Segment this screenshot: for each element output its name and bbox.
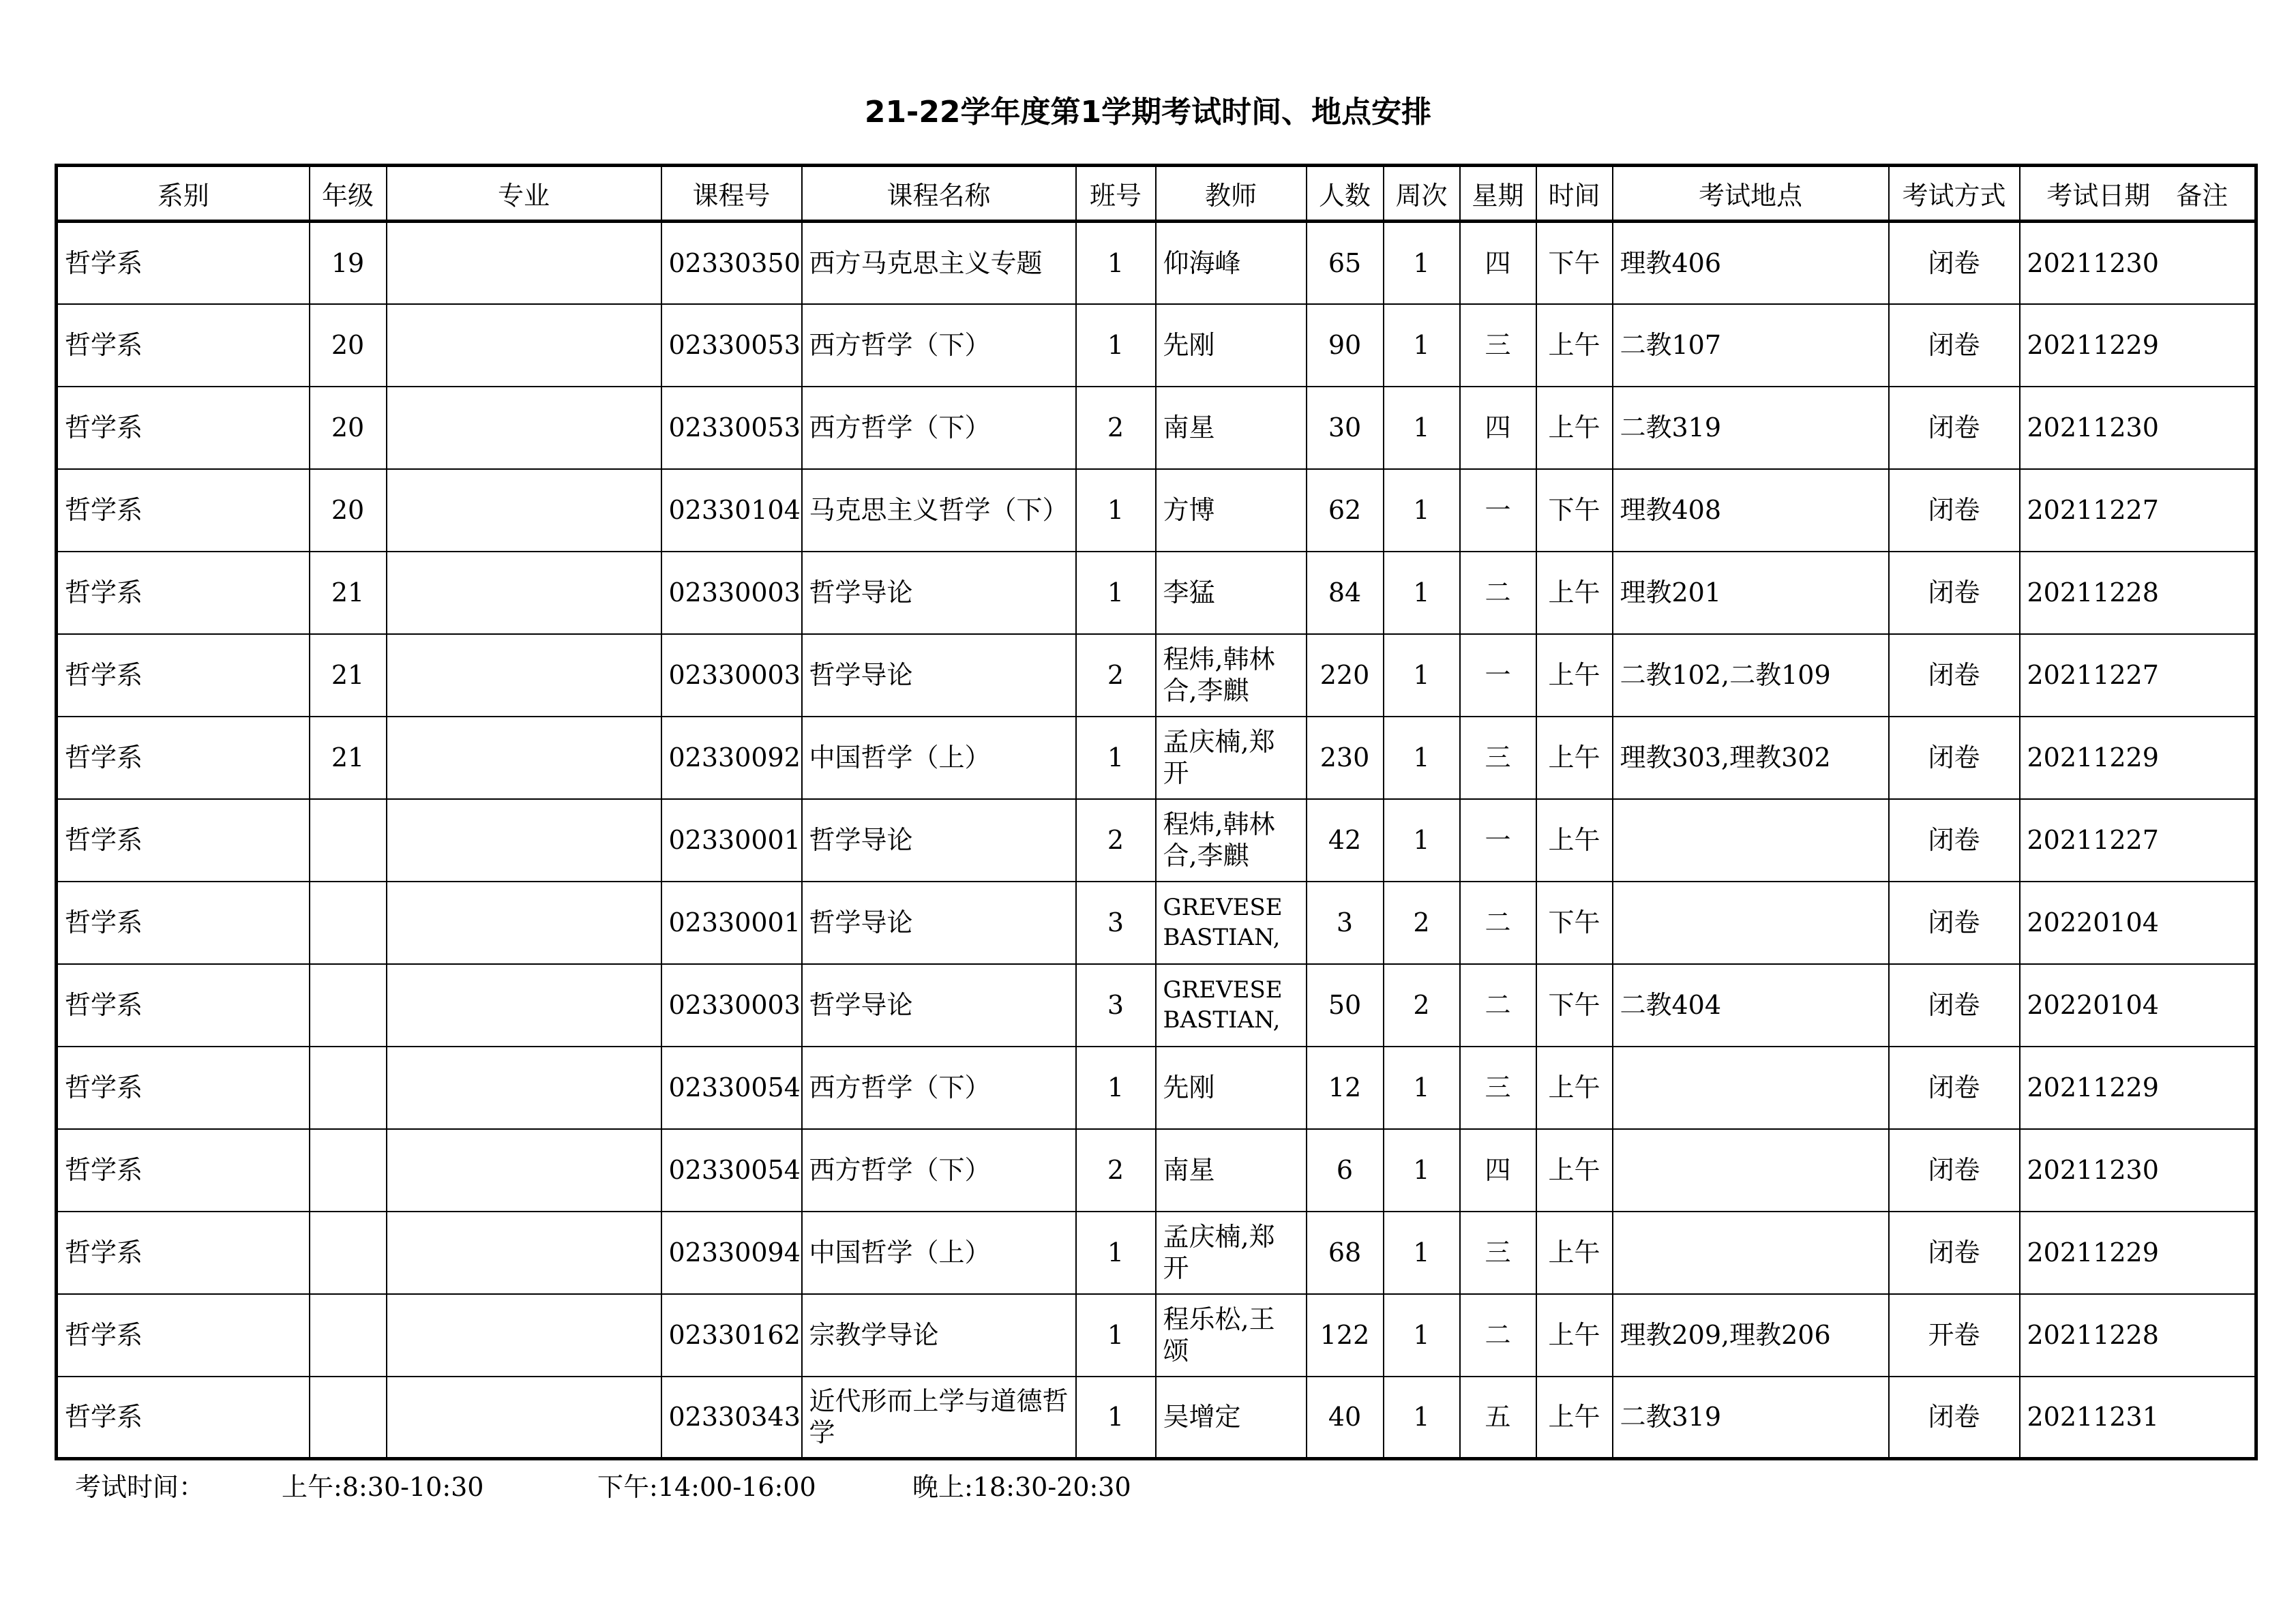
cell-major	[387, 717, 661, 799]
cell-exam-date-remarks: 20211227	[2020, 469, 2256, 552]
cell-headcount: 220	[1307, 634, 1384, 717]
cell-exam-date-remarks: 20211231	[2020, 1377, 2256, 1459]
cell-exam-location	[1613, 1047, 1889, 1129]
cell-headcount: 230	[1307, 717, 1384, 799]
cell-class-no: 2	[1076, 387, 1156, 469]
cell-grade: 20	[310, 387, 387, 469]
cell-course-name: 西方哲学（下）	[802, 1129, 1076, 1212]
cell-course-id: 02330053	[661, 387, 802, 469]
cell-week: 1	[1384, 552, 1460, 634]
cell-class-no: 3	[1076, 882, 1156, 964]
cell-headcount: 30	[1307, 387, 1384, 469]
cell-course-name: 西方马克思主义专题	[802, 222, 1076, 304]
cell-weekday: 四	[1460, 222, 1536, 304]
cell-class-no: 1	[1076, 304, 1156, 387]
cell-class-no: 1	[1076, 1047, 1156, 1129]
table-row	[57, 304, 2256, 387]
cell-exam-type: 闭卷	[1889, 799, 2020, 882]
cell-headcount: 42	[1307, 799, 1384, 882]
cell-headcount: 3	[1307, 882, 1384, 964]
cell-grade	[310, 964, 387, 1047]
cell-session: 上午	[1536, 304, 1613, 387]
cell-exam-location: 二教319	[1613, 1377, 1889, 1459]
cell-class-no: 2	[1076, 634, 1156, 717]
cell-week: 1	[1384, 1377, 1460, 1459]
cell-course-name: 哲学导论	[802, 634, 1076, 717]
cell-exam-date-remarks: 20211229	[2020, 1047, 2256, 1129]
cell-course-id: 02330053	[661, 304, 802, 387]
cell-exam-location: 理教201	[1613, 552, 1889, 634]
cell-teacher: 李猛	[1156, 552, 1307, 634]
cell-exam-date-remarks: 20211229	[2020, 1212, 2256, 1294]
cell-week: 2	[1384, 882, 1460, 964]
cell-session: 上午	[1536, 717, 1613, 799]
cell-major	[387, 222, 661, 304]
cell-exam-type: 闭卷	[1889, 222, 2020, 304]
cell-major	[387, 304, 661, 387]
cell-weekday: 二	[1460, 1294, 1536, 1377]
header-grade: 年级	[310, 166, 387, 222]
cell-department: 哲学系	[57, 469, 310, 552]
cell-course-name: 中国哲学（上）	[802, 1212, 1076, 1294]
footer-evening-time: 晚上:18:30-20:30	[912, 1472, 1131, 1502]
cell-class-no: 3	[1076, 964, 1156, 1047]
cell-headcount: 90	[1307, 304, 1384, 387]
table-row	[57, 1294, 2256, 1377]
cell-session: 上午	[1536, 552, 1613, 634]
header-exam-date-remarks: 考试日期 备注	[2020, 166, 2256, 222]
cell-teacher: 程炜,韩林合,李麒	[1156, 799, 1307, 882]
cell-headcount: 40	[1307, 1377, 1384, 1459]
cell-exam-location: 二教319	[1613, 387, 1889, 469]
cell-weekday: 五	[1460, 1377, 1536, 1459]
cell-major	[387, 882, 661, 964]
cell-session: 上午	[1536, 1129, 1613, 1212]
cell-session: 下午	[1536, 882, 1613, 964]
cell-exam-date-remarks: 20211230	[2020, 1129, 2256, 1212]
cell-course-name: 近代形而上学与道德哲学	[802, 1377, 1076, 1459]
cell-exam-date-remarks: 20211227	[2020, 634, 2256, 717]
cell-exam-date-remarks: 20211229	[2020, 717, 2256, 799]
cell-headcount: 122	[1307, 1294, 1384, 1377]
cell-teacher: 吴增定	[1156, 1377, 1307, 1459]
cell-exam-location: 二教102,二教109	[1613, 634, 1889, 717]
cell-course-name: 西方哲学（下）	[802, 387, 1076, 469]
table-row	[57, 964, 2256, 1047]
cell-department: 哲学系	[57, 882, 310, 964]
cell-class-no: 1	[1076, 1212, 1156, 1294]
table-row	[57, 1129, 2256, 1212]
cell-teacher: 先刚	[1156, 1047, 1307, 1129]
cell-department: 哲学系	[57, 387, 310, 469]
cell-exam-type: 闭卷	[1889, 634, 2020, 717]
cell-grade: 21	[310, 552, 387, 634]
cell-weekday: 四	[1460, 387, 1536, 469]
cell-week: 1	[1384, 1047, 1460, 1129]
cell-week: 1	[1384, 717, 1460, 799]
cell-course-id: 02330094	[661, 1212, 802, 1294]
header-session: 时间	[1536, 166, 1613, 222]
cell-weekday: 三	[1460, 1047, 1536, 1129]
cell-grade	[310, 1377, 387, 1459]
cell-weekday: 一	[1460, 469, 1536, 552]
cell-headcount: 84	[1307, 552, 1384, 634]
cell-course-name: 哲学导论	[802, 882, 1076, 964]
cell-department: 哲学系	[57, 799, 310, 882]
cell-teacher: 孟庆楠,郑开	[1156, 1212, 1307, 1294]
cell-teacher: 南星	[1156, 387, 1307, 469]
header-weekday: 星期	[1460, 166, 1536, 222]
cell-course-id: 02330003	[661, 964, 802, 1047]
cell-grade	[310, 1047, 387, 1129]
cell-exam-type: 闭卷	[1889, 964, 2020, 1047]
cell-weekday: 二	[1460, 964, 1536, 1047]
cell-teacher: 方博	[1156, 469, 1307, 552]
cell-course-id: 02330001	[661, 882, 802, 964]
cell-course-id: 02330003	[661, 552, 802, 634]
cell-exam-date-remarks: 20220104	[2020, 882, 2256, 964]
cell-headcount: 68	[1307, 1212, 1384, 1294]
cell-weekday: 一	[1460, 799, 1536, 882]
cell-session: 下午	[1536, 964, 1613, 1047]
cell-exam-date-remarks: 20211227	[2020, 799, 2256, 882]
cell-exam-date-remarks: 20211230	[2020, 222, 2256, 304]
cell-exam-type: 闭卷	[1889, 1377, 2020, 1459]
cell-week: 1	[1384, 799, 1460, 882]
cell-course-id: 02330343	[661, 1377, 802, 1459]
cell-grade: 19	[310, 222, 387, 304]
cell-major	[387, 469, 661, 552]
table-row	[57, 882, 2256, 964]
header-exam-location: 考试地点	[1613, 166, 1889, 222]
cell-course-name: 马克思主义哲学（下）	[802, 469, 1076, 552]
cell-exam-type: 闭卷	[1889, 1129, 2020, 1212]
cell-course-id: 02330054	[661, 1047, 802, 1129]
cell-session: 上午	[1536, 1047, 1613, 1129]
cell-major	[387, 1212, 661, 1294]
cell-exam-date-remarks: 20220104	[2020, 964, 2256, 1047]
cell-session: 上午	[1536, 1212, 1613, 1294]
cell-department: 哲学系	[57, 1294, 310, 1377]
cell-exam-location: 二教404	[1613, 964, 1889, 1047]
header-course-id: 课程号	[661, 166, 802, 222]
cell-session: 上午	[1536, 387, 1613, 469]
cell-exam-type: 闭卷	[1889, 387, 2020, 469]
cell-exam-date-remarks: 20211228	[2020, 1294, 2256, 1377]
cell-teacher: 先刚	[1156, 304, 1307, 387]
cell-session: 上午	[1536, 799, 1613, 882]
footer-exam-time-label: 考试时间：	[75, 1472, 205, 1502]
cell-grade	[310, 1212, 387, 1294]
cell-week: 1	[1384, 1129, 1460, 1212]
cell-major	[387, 1047, 661, 1129]
cell-weekday: 一	[1460, 634, 1536, 717]
cell-major	[387, 634, 661, 717]
cell-weekday: 四	[1460, 1129, 1536, 1212]
cell-grade	[310, 1129, 387, 1212]
page-title: 21-22学年度第1学期考试时间、地点安排	[864, 95, 1432, 130]
cell-course-id: 02330092	[661, 717, 802, 799]
cell-exam-location	[1613, 882, 1889, 964]
table-row	[57, 1212, 2256, 1294]
footer-morning-time: 上午:8:30-10:30	[282, 1472, 484, 1502]
cell-grade: 21	[310, 717, 387, 799]
cell-department: 哲学系	[57, 1129, 310, 1212]
cell-course-id: 02330054	[661, 1129, 802, 1212]
cell-department: 哲学系	[57, 1212, 310, 1294]
cell-session: 下午	[1536, 469, 1613, 552]
cell-weekday: 三	[1460, 717, 1536, 799]
table-row	[57, 387, 2256, 469]
cell-headcount: 50	[1307, 964, 1384, 1047]
cell-weekday: 三	[1460, 1212, 1536, 1294]
cell-exam-date-remarks: 20211230	[2020, 387, 2256, 469]
cell-department: 哲学系	[57, 304, 310, 387]
cell-course-id: 02330162	[661, 1294, 802, 1377]
cell-grade: 20	[310, 304, 387, 387]
cell-class-no: 1	[1076, 1294, 1156, 1377]
cell-department: 哲学系	[57, 1047, 310, 1129]
cell-department: 哲学系	[57, 634, 310, 717]
cell-exam-type: 闭卷	[1889, 882, 2020, 964]
cell-grade: 20	[310, 469, 387, 552]
cell-course-id: 02330001	[661, 799, 802, 882]
cell-weekday: 三	[1460, 304, 1536, 387]
cell-grade	[310, 882, 387, 964]
cell-course-id: 02330350	[661, 222, 802, 304]
cell-exam-type: 闭卷	[1889, 304, 2020, 387]
cell-class-no: 2	[1076, 799, 1156, 882]
cell-course-name: 宗教学导论	[802, 1294, 1076, 1377]
cell-exam-location: 理教209,理教206	[1613, 1294, 1889, 1377]
cell-course-name: 西方哲学（下）	[802, 304, 1076, 387]
header-week: 周次	[1384, 166, 1460, 222]
cell-exam-location	[1613, 1129, 1889, 1212]
cell-exam-type: 闭卷	[1889, 1047, 2020, 1129]
header-row	[57, 166, 2256, 222]
cell-class-no: 1	[1076, 1377, 1156, 1459]
cell-exam-date-remarks: 20211229	[2020, 304, 2256, 387]
cell-teacher: 程乐松,王颂	[1156, 1294, 1307, 1377]
cell-exam-type: 闭卷	[1889, 552, 2020, 634]
cell-week: 1	[1384, 634, 1460, 717]
header-department: 系别	[57, 166, 310, 222]
cell-exam-date-remarks: 20211228	[2020, 552, 2256, 634]
cell-department: 哲学系	[57, 717, 310, 799]
header-class-no: 班号	[1076, 166, 1156, 222]
cell-week: 2	[1384, 964, 1460, 1047]
cell-grade: 21	[310, 634, 387, 717]
cell-exam-location: 理教406	[1613, 222, 1889, 304]
cell-weekday: 二	[1460, 882, 1536, 964]
cell-class-no: 1	[1076, 552, 1156, 634]
cell-exam-type: 闭卷	[1889, 1212, 2020, 1294]
header-exam-type: 考试方式	[1889, 166, 2020, 222]
table-row	[57, 552, 2256, 634]
cell-headcount: 62	[1307, 469, 1384, 552]
cell-department: 哲学系	[57, 552, 310, 634]
cell-exam-type: 开卷	[1889, 1294, 2020, 1377]
table-row	[57, 717, 2256, 799]
cell-teacher: 仰海峰	[1156, 222, 1307, 304]
cell-teacher: 程炜,韩林合,李麒	[1156, 634, 1307, 717]
cell-grade	[310, 799, 387, 882]
cell-week: 1	[1384, 1294, 1460, 1377]
cell-week: 1	[1384, 387, 1460, 469]
cell-weekday: 二	[1460, 552, 1536, 634]
cell-headcount: 65	[1307, 222, 1384, 304]
table-row	[57, 634, 2256, 717]
cell-major	[387, 799, 661, 882]
table-row	[57, 1047, 2256, 1129]
cell-week: 1	[1384, 469, 1460, 552]
cell-headcount: 12	[1307, 1047, 1384, 1129]
cell-major	[387, 387, 661, 469]
cell-session: 上午	[1536, 1377, 1613, 1459]
cell-teacher: 孟庆楠,郑开	[1156, 717, 1307, 799]
table-row	[57, 222, 2256, 304]
cell-week: 1	[1384, 1212, 1460, 1294]
cell-class-no: 2	[1076, 1129, 1156, 1212]
cell-course-id: 02330104	[661, 469, 802, 552]
cell-class-no: 1	[1076, 222, 1156, 304]
header-headcount: 人数	[1307, 166, 1384, 222]
cell-course-name: 西方哲学（下）	[802, 1047, 1076, 1129]
exam-schedule-table	[55, 164, 2258, 1460]
cell-headcount: 6	[1307, 1129, 1384, 1212]
cell-week: 1	[1384, 222, 1460, 304]
header-teacher: 教师	[1156, 166, 1307, 222]
cell-major	[387, 552, 661, 634]
cell-session: 上午	[1536, 1294, 1613, 1377]
table-body	[57, 222, 2256, 1459]
cell-exam-location: 理教408	[1613, 469, 1889, 552]
header-course-name: 课程名称	[802, 166, 1076, 222]
cell-session: 上午	[1536, 634, 1613, 717]
header-major: 专业	[387, 166, 661, 222]
cell-teacher: 南星	[1156, 1129, 1307, 1212]
cell-grade	[310, 1294, 387, 1377]
cell-course-name: 哲学导论	[802, 964, 1076, 1047]
cell-course-name: 中国哲学（上）	[802, 717, 1076, 799]
cell-major	[387, 1129, 661, 1212]
table-row	[57, 799, 2256, 882]
cell-exam-type: 闭卷	[1889, 469, 2020, 552]
cell-course-id: 02330003	[661, 634, 802, 717]
cell-major	[387, 964, 661, 1047]
cell-major	[387, 1294, 661, 1377]
cell-class-no: 1	[1076, 469, 1156, 552]
cell-course-name: 哲学导论	[802, 799, 1076, 882]
cell-teacher: GREVESEBASTIAN,	[1156, 964, 1307, 1047]
cell-exam-location: 理教303,理教302	[1613, 717, 1889, 799]
table-row	[57, 1377, 2256, 1459]
cell-class-no: 1	[1076, 717, 1156, 799]
cell-department: 哲学系	[57, 222, 310, 304]
cell-exam-type: 闭卷	[1889, 717, 2020, 799]
cell-week: 1	[1384, 304, 1460, 387]
cell-session: 下午	[1536, 222, 1613, 304]
cell-major	[387, 1377, 661, 1459]
cell-exam-location	[1613, 799, 1889, 882]
cell-exam-location	[1613, 1212, 1889, 1294]
cell-department: 哲学系	[57, 1377, 310, 1459]
footer-afternoon-time: 下午:14:00-16:00	[597, 1472, 816, 1502]
cell-teacher: GREVESEBASTIAN,	[1156, 882, 1307, 964]
cell-course-name: 哲学导论	[802, 552, 1076, 634]
cell-department: 哲学系	[57, 964, 310, 1047]
cell-exam-location: 二教107	[1613, 304, 1889, 387]
table-row	[57, 469, 2256, 552]
